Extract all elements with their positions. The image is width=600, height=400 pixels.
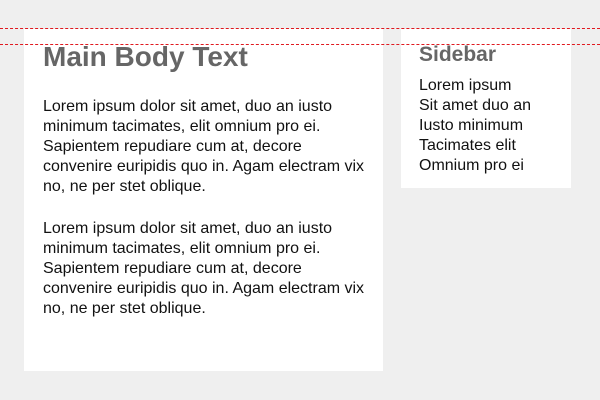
sidebar-line-4: Tacimates elit [419,137,516,154]
sidebar-line-5: Omnium pro ei [419,157,524,174]
main-paragraph-2: Lorem ipsum dolor sit amet, duo an iusto minimum tacimates, elit omnium pro ei. Sapientem repudiare cum at, decore convenire euripidis quo in. Agam electram vix no, ne per stet oblique. [43,220,365,317]
main-title: Main Body Text [43,41,248,72]
sidebar-title: Sidebar [419,43,497,66]
top-guide-line [0,28,600,29]
sidebar-line-2: Sit amet duo an [419,97,532,114]
sidebar-line-3: Iusto minimum [419,117,524,134]
main-content-card [24,29,383,371]
baseline-guide-line [0,44,600,45]
sidebar-card [401,29,571,188]
sidebar-text-block [419,76,559,176]
main-paragraph-1: Lorem ipsum dolor sit amet, duo an iusto minimum tacimates, elit omnium pro ei. Sapientem repudiare cum at, decore convenire euripidis quo in. Agam electram vix no, ne per stet oblique. [43,98,365,195]
sidebar-line-1: Lorem ipsum [419,77,512,94]
